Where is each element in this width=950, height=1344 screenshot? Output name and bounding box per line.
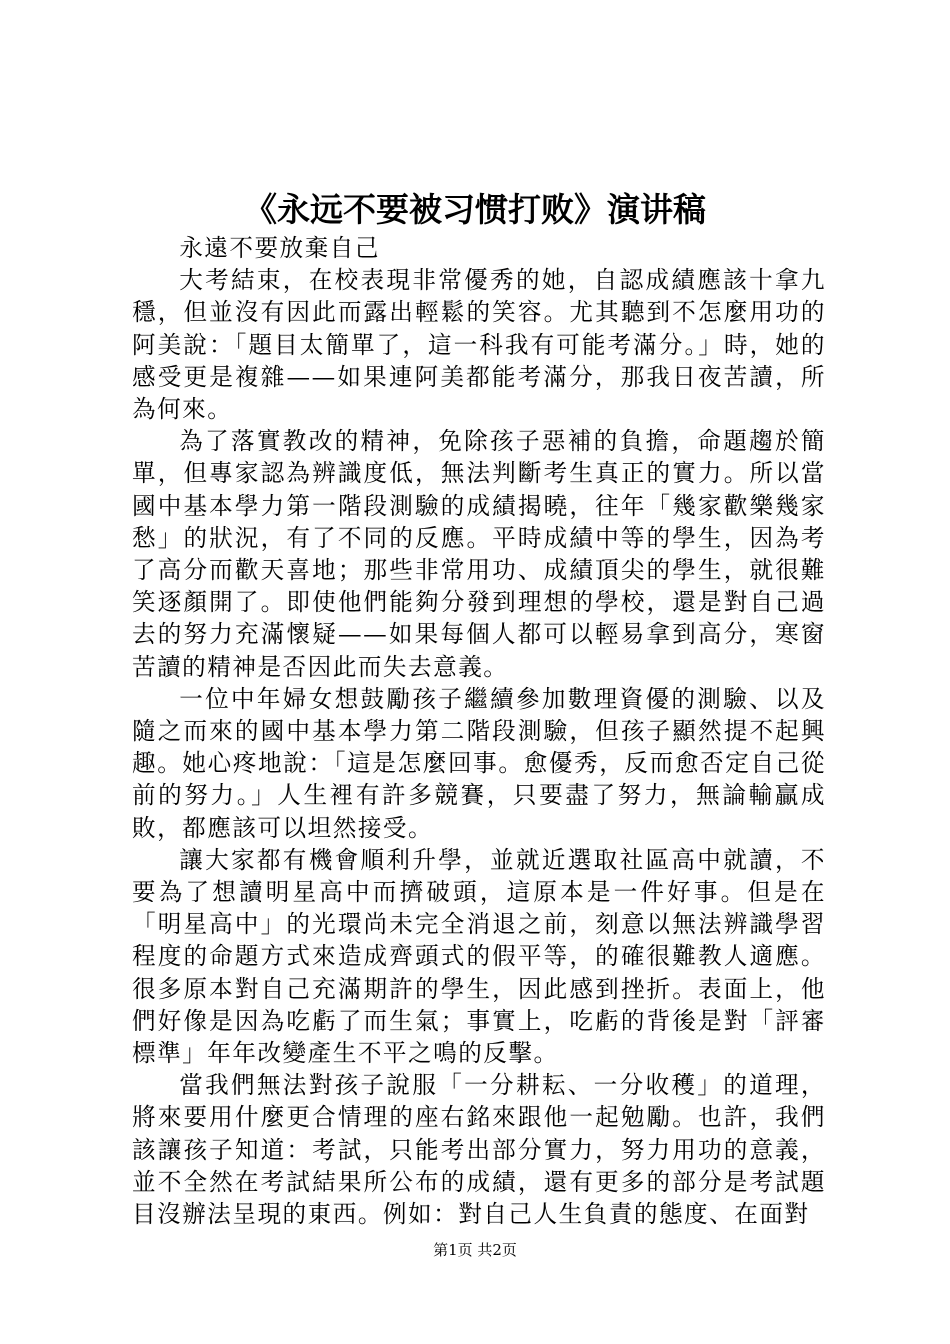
paragraph-subtitle: 永遠不要放棄自己 bbox=[179, 234, 380, 262]
page-footer: 第1页 共2页 bbox=[433, 1241, 517, 1259]
paragraph: 一位中年婦女想鼓勵孩子繼續參加數理資優的測驗、以及隨之而來的國中基本學力第二階段測驗，但孩子顯然提不起興趣。她心疼地說：「這是怎麼回事。愈優秀，反而愈否定自己從前的努力。」人生裡有許多競賽，只要盡了努力，無論輸贏成敗，都應該可以坦然接受。 bbox=[132, 684, 826, 842]
paragraph: 當我們無法對孩子說服「一分耕耘、一分收穫」的道理，將來要用什麼更合情理的座右銘來跟他一起勉勵。也許，我們該讓孩子知道：考試，只能考出部分實力，努力用功的意義，並不全然在考試結果所公布的成績，還有更多的部分是考試題目沒辦法呈現的東西。例如：對自己人生負責的態度、在面對 bbox=[132, 1071, 826, 1229]
paragraph: 為了落實教改的精神，免除孩子惡補的負擔，命題趨於簡單，但專家認為辨識度低，無法判斷考生真正的實力。所以當國中基本學力第一階段測驗的成績揭曉，往年「幾家歡樂幾家愁」的狀況，有了不同的反應。平時成績中等的學生，因為考了高分而歡天喜地；那些非常用功、成績頂尖的學生，就很難笑逐顏開了。即使他們能夠分發到理想的學校，還是對自己過去的努力充滿懷疑——如果每個人都可以輕易拿到高分，寒窗苦讀的精神是否因此而失去意義。 bbox=[132, 427, 826, 681]
paragraph: 大考結束，在校表現非常優秀的她，自認成績應該十拿九穩，但並沒有因此而露出輕鬆的笑容。尤其聽到不怎麼用功的阿美說：「題目太簡單了，這一科我有可能考滿分。」時，她的感受更是複雜——如果連阿美都能考滿分，那我日夜苦讀，所為何來。 bbox=[132, 266, 826, 424]
paragraph: 讓大家都有機會順利升學，並就近選取社區高中就讀，不要為了想讀明星高中而擠破頭，這原本是一件好事。但是在「明星高中」的光環尚未完全消退之前，刻意以無法辨識學習程度的命題方式來造成齊頭式的假平等，的確很難教人適應。很多原本對自己充滿期許的學生，因此感到挫折。表面上，他們好像是因為吃虧了而生氣；事實上，吃虧的背後是對「評審標準」年年改變產生不平之鳴的反擊。 bbox=[132, 845, 826, 1068]
page-title: 《永远不要被习惯打败》演讲稿 bbox=[244, 190, 706, 229]
document-body bbox=[132, 232, 826, 1230]
